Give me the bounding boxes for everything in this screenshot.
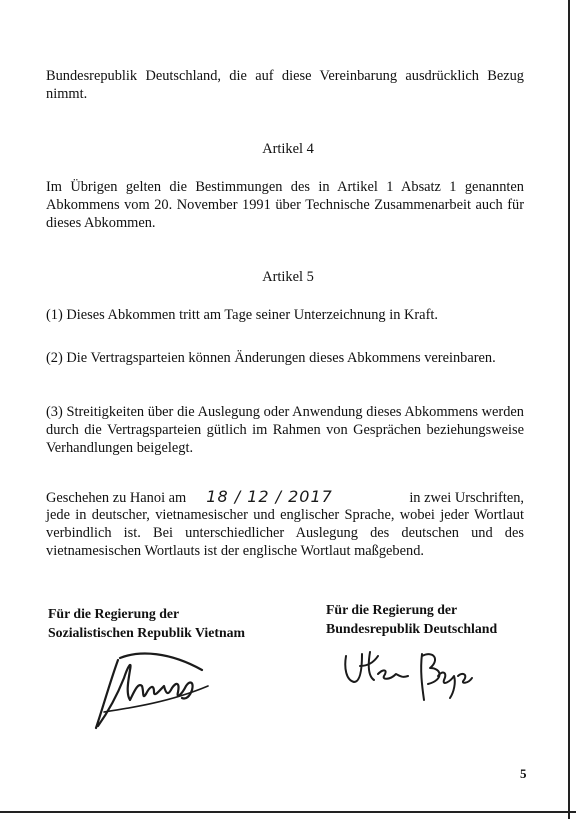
left-signatory-line-1: Für die Regierung der xyxy=(48,606,180,621)
left-signatory-block xyxy=(48,604,245,642)
right-signature-image xyxy=(338,646,478,706)
closing-prefix: Geschehen zu Hanoi am xyxy=(46,490,187,506)
page-edge-right xyxy=(568,0,570,819)
article-5-para-3: (3) Streitigkeiten über die Auslegung oder Anwendung dieses Abkommens werden durch die Vertragsparteien gütlich im Rahmen von Gesprächen beziehungsweise Verhandlungen beigelegt. xyxy=(46,404,524,456)
closing-text: jede in deutscher, vietnamesischer und englischer Sprache, wobei jeder Wortlaut verbindlich ist. Bei unterschiedlicher Auslegung des deutschen und des vietnamesischen Wortlauts ist der englische Wortlaut maßgebend. xyxy=(46,507,524,559)
article-5-para-1: (1) Dieses Abkommen tritt am Tage seiner Unterzeichnung in Kraft. xyxy=(46,307,438,323)
article-5-heading: Artikel 5 xyxy=(262,269,314,285)
article-4-text: Im Übrigen gelten die Bestimmungen des in Artikel 1 Absatz 1 genannten Abkommens vom 20. November 1991 über Technische Zusammenarbeit auch für dieses Abkommen. xyxy=(46,179,524,231)
left-signatory-line-2: Sozialistischen Republik Vietnam xyxy=(48,625,246,640)
intro-continuation: Bundesrepublik Deutschland, die auf diese Vereinbarung ausdrücklich Bezug nimmt. xyxy=(46,68,524,102)
right-signatory-line-2: Bundesrepublik Deutschland xyxy=(326,621,498,636)
left-signature-image xyxy=(90,642,230,737)
right-signatory-block xyxy=(326,600,497,638)
page-edge-bottom xyxy=(0,811,576,813)
closing-first-line xyxy=(46,488,524,507)
right-signatory-line-1: Für die Regierung der xyxy=(326,602,458,617)
article-5-para-2: (2) Die Vertragsparteien können Änderungen dieses Abkommens vereinbaren. xyxy=(46,350,496,366)
article-4-heading: Artikel 4 xyxy=(262,141,314,157)
page-number: 5 xyxy=(520,766,527,781)
handwritten-date: 18 / 12 / 2017 xyxy=(206,487,333,506)
closing-suffix: in zwei Urschriften, xyxy=(409,490,524,506)
